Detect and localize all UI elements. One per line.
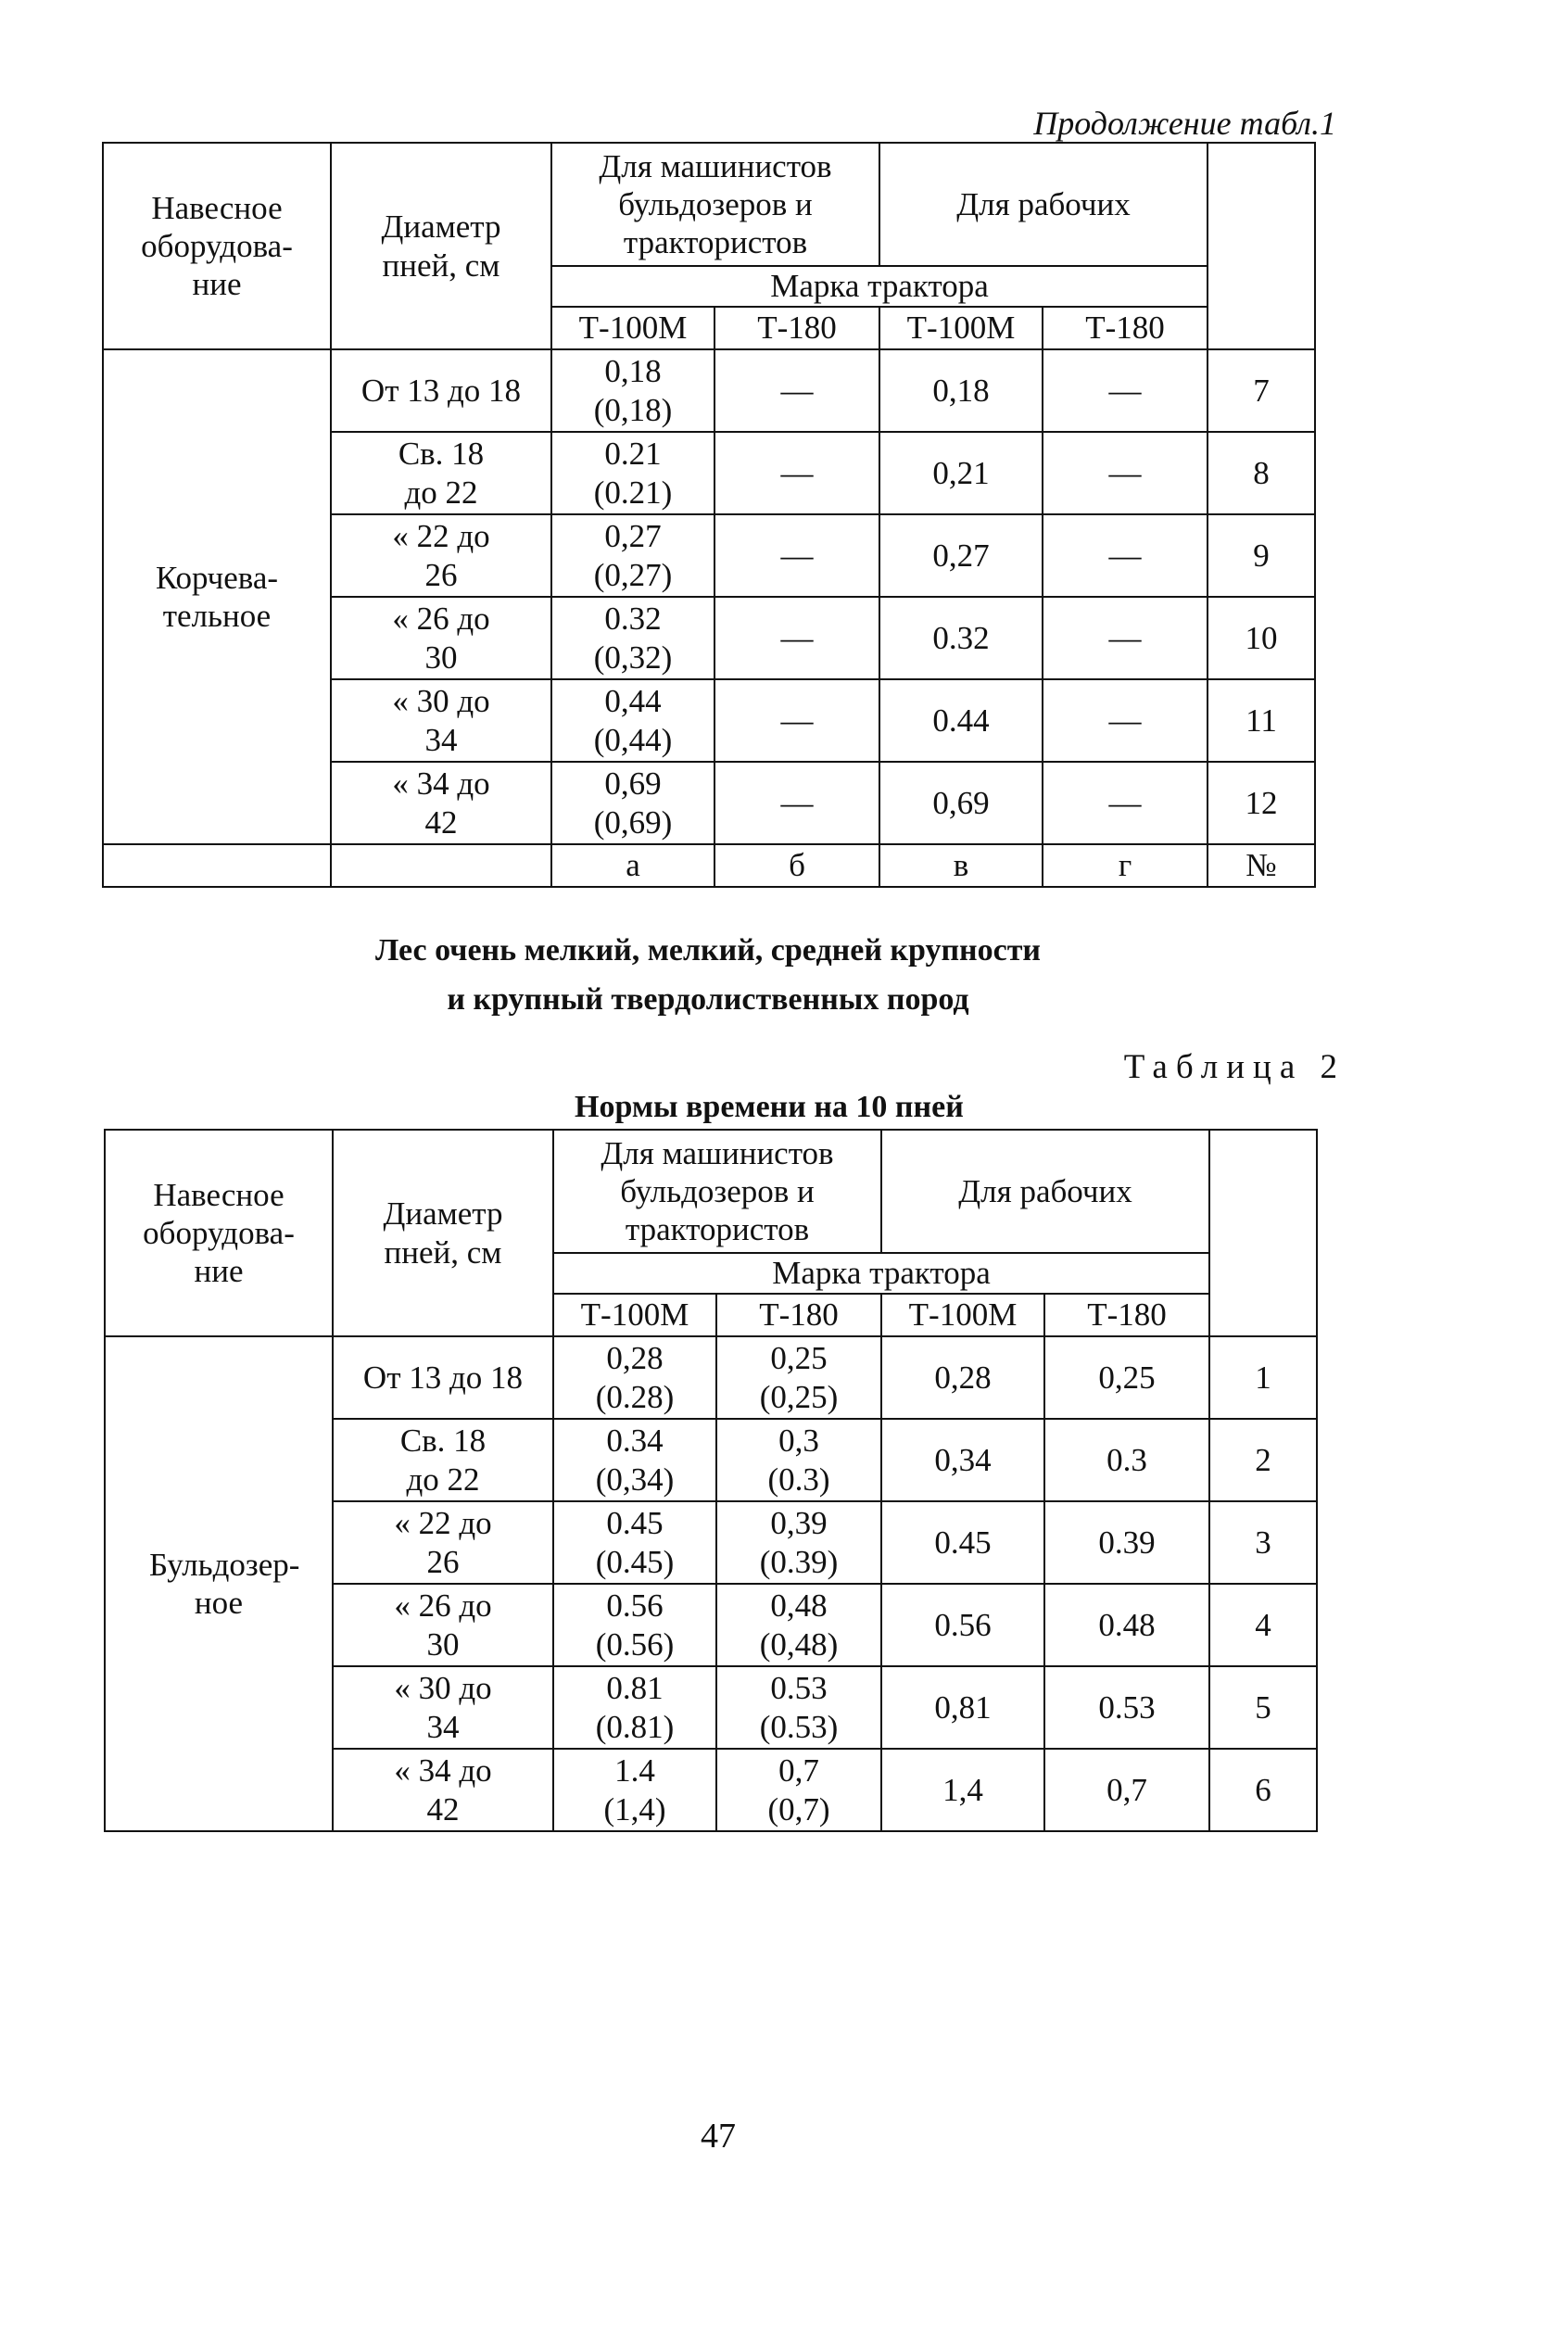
row-number: 1 <box>1209 1336 1317 1419</box>
value-cell: 0.21 (0.21) <box>551 432 714 514</box>
value-cell: 0,27 (0,27) <box>551 514 714 597</box>
value-cell: 0,25 (0,25) <box>716 1336 881 1419</box>
diameter-cell: « 22 до 26 <box>331 514 551 597</box>
section-heading <box>102 927 1314 1024</box>
dash-cell: — <box>714 597 879 679</box>
dash-cell: — <box>714 349 879 432</box>
value-cell: 0,44 (0,44) <box>551 679 714 762</box>
value-cell: 0,18 <box>879 349 1043 432</box>
value-cell: 0,48 (0,48) <box>716 1584 881 1666</box>
header-model: Т-100М <box>879 307 1043 349</box>
row-number: 11 <box>1208 679 1315 762</box>
continuation-label: Продолжение табл.1 <box>1033 105 1336 142</box>
table-row <box>105 1336 1317 1419</box>
value-cell: 0.3 <box>1044 1419 1209 1501</box>
header-model: Т-100М <box>551 307 714 349</box>
header-model: Т-100М <box>881 1294 1044 1336</box>
header-tractor-brand: Марка трактора <box>553 1253 1209 1294</box>
value-cell: 0.53 (0.53) <box>716 1666 881 1749</box>
value-cell: 0.44 <box>879 679 1043 762</box>
value-cell: 0.45 (0.45) <box>553 1501 716 1584</box>
value-cell: 0.34 (0,34) <box>553 1419 716 1501</box>
value-cell: 0.45 <box>881 1501 1044 1584</box>
row-number: 4 <box>1209 1584 1317 1666</box>
diameter-cell: Св. 18 до 22 <box>333 1419 553 1501</box>
value-cell: 0.48 <box>1044 1584 1209 1666</box>
row-number: 9 <box>1208 514 1315 597</box>
value-cell: 1,4 <box>881 1749 1044 1831</box>
header-machinists: Для машинистов бульдозеров и трактористов <box>553 1130 881 1253</box>
value-cell: 0,7 <box>1044 1749 1209 1831</box>
value-cell: 0,3 (0.3) <box>716 1419 881 1501</box>
column-key: № <box>1208 844 1315 887</box>
table-caption: Нормы времени на 10 пней <box>575 1090 964 1124</box>
dash-cell: — <box>1043 762 1208 844</box>
diameter-cell: « 22 до 26 <box>333 1501 553 1584</box>
empty-cell <box>331 844 551 887</box>
column-key-row <box>103 844 1315 887</box>
row-number: 8 <box>1208 432 1315 514</box>
table-row <box>103 349 1315 432</box>
diameter-cell: « 34 до 42 <box>331 762 551 844</box>
dash-cell: — <box>1043 679 1208 762</box>
value-cell: 1.4 (1,4) <box>553 1749 716 1831</box>
value-cell: 0,7 (0,7) <box>716 1749 881 1831</box>
equipment-group: Корчева-тельное <box>103 349 331 844</box>
dash-cell: — <box>1043 597 1208 679</box>
diameter-cell: « 30 до 34 <box>333 1666 553 1749</box>
page-number: 47 <box>701 2117 736 2156</box>
value-cell: 0,18 (0,18) <box>551 349 714 432</box>
row-number: 5 <box>1209 1666 1317 1749</box>
row-number: 2 <box>1209 1419 1317 1501</box>
header-model: Т-180 <box>1043 307 1208 349</box>
dash-cell: — <box>714 432 879 514</box>
dash-cell: — <box>1043 432 1208 514</box>
dash-cell: — <box>714 762 879 844</box>
diameter-cell: Св. 18 до 22 <box>331 432 551 514</box>
header-equipment: Навесное оборудова-ние <box>103 143 331 349</box>
value-cell: 0.53 <box>1044 1666 1209 1749</box>
header-number <box>1208 143 1315 349</box>
empty-cell <box>103 844 331 887</box>
header-workers: Для рабочих <box>879 143 1208 266</box>
column-key: б <box>714 844 879 887</box>
diameter-cell: От 13 до 18 <box>331 349 551 432</box>
diameter-cell: От 13 до 18 <box>333 1336 553 1419</box>
diameter-cell: « 34 до 42 <box>333 1749 553 1831</box>
value-cell: 0.32 (0,32) <box>551 597 714 679</box>
header-diameter: Диаметр пней, см <box>333 1130 553 1336</box>
dash-cell: — <box>1043 514 1208 597</box>
header-model: Т-180 <box>1044 1294 1209 1336</box>
table-number-label: Таблица 2 <box>1123 1048 1346 1086</box>
header-equipment: Навесное оборудова-ние <box>105 1130 333 1336</box>
value-cell: 0,39 (0.39) <box>716 1501 881 1584</box>
header-workers: Для рабочих <box>881 1130 1209 1253</box>
column-key: в <box>879 844 1043 887</box>
section-heading-line: Лес очень мелкий, мелкий, средней крупности <box>374 933 1042 967</box>
value-cell: 0,34 <box>881 1419 1044 1501</box>
value-cell: 0,21 <box>879 432 1043 514</box>
column-key: г <box>1043 844 1208 887</box>
header-tractor-brand: Марка трактора <box>551 266 1208 307</box>
value-cell: 0,28 (0.28) <box>553 1336 716 1419</box>
value-cell: 0,69 <box>879 762 1043 844</box>
row-number: 10 <box>1208 597 1315 679</box>
dash-cell: — <box>714 679 879 762</box>
header-model: Т-100М <box>553 1294 716 1336</box>
norms-table-2 <box>104 1129 1318 1832</box>
value-cell: 0.56 <box>881 1584 1044 1666</box>
column-key: а <box>551 844 714 887</box>
value-cell: 0,81 <box>881 1666 1044 1749</box>
diameter-cell: « 30 до 34 <box>331 679 551 762</box>
header-machinists: Для машинистов бульдозеров и трактористов <box>551 143 879 266</box>
header-model: Т-180 <box>714 307 879 349</box>
equipment-group: Бульдозер-ное <box>105 1336 333 1831</box>
header-diameter: Диаметр пней, см <box>331 143 551 349</box>
diameter-cell: « 26 до 30 <box>333 1584 553 1666</box>
dash-cell: — <box>1043 349 1208 432</box>
value-cell: 0,69 (0,69) <box>551 762 714 844</box>
row-number: 3 <box>1209 1501 1317 1584</box>
section-heading-line: и крупный твердолиственных пород <box>447 981 969 1017</box>
value-cell: 0.39 <box>1044 1501 1209 1584</box>
header-model: Т-180 <box>716 1294 881 1336</box>
value-cell: 0,28 <box>881 1336 1044 1419</box>
dash-cell: — <box>714 514 879 597</box>
value-cell: 0,27 <box>879 514 1043 597</box>
value-cell: 0,25 <box>1044 1336 1209 1419</box>
row-number: 12 <box>1208 762 1315 844</box>
norms-table-1 <box>102 142 1316 888</box>
value-cell: 0.32 <box>879 597 1043 679</box>
header-number <box>1209 1130 1317 1336</box>
row-number: 7 <box>1208 349 1315 432</box>
row-number: 6 <box>1209 1749 1317 1831</box>
value-cell: 0.81 (0.81) <box>553 1666 716 1749</box>
diameter-cell: « 26 до 30 <box>331 597 551 679</box>
value-cell: 0.56 (0.56) <box>553 1584 716 1666</box>
